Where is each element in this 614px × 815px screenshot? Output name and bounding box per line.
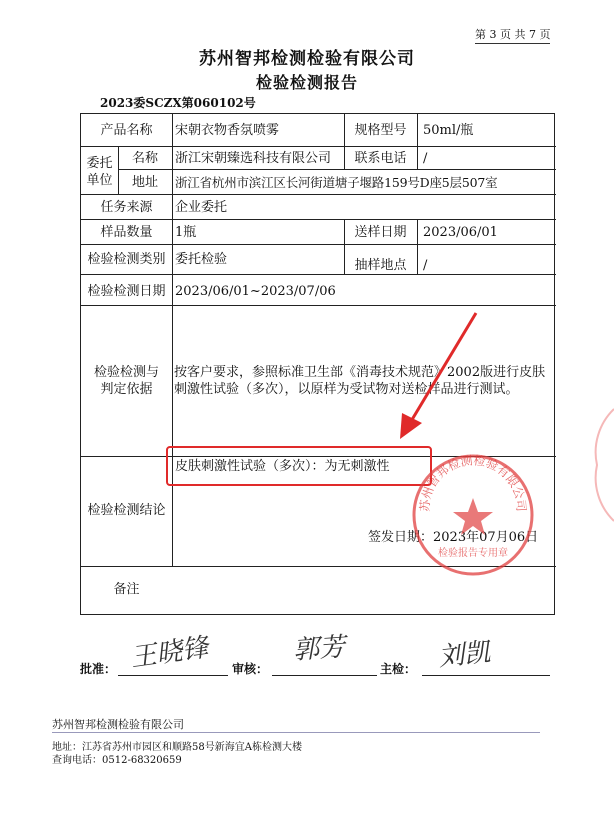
phone-label: 联系电话 [354,151,407,166]
client-name-label: 名称 [131,151,158,166]
basis-label-line1: 检验检测与 [93,365,159,380]
approve-label: 批准： [80,662,117,676]
sample-qty-value: 1瓶 [175,225,197,240]
basis-label-line2: 判定依据 [100,382,153,397]
seal-star-icon [453,498,493,535]
address-label: 地址 [131,175,158,190]
footer-phone: 查询电话：0512-68320659 [52,755,182,766]
task-source-value: 企业委托 [175,200,228,215]
seal-text: 苏州智邦检测检验有限公司 [417,453,529,513]
footer-divider [52,732,540,733]
test-type-label: 检验检测类别 [87,252,166,267]
footer-company: 苏州智邦检测检验有限公司 [52,718,184,731]
approve-signature: 王晓锋 [128,632,211,674]
client-label-line1: 委托 [86,156,113,171]
inspect-signature: 刘凯 [436,637,492,673]
inspect-label: 主检： [380,662,417,676]
sample-place-label: 抽样地点 [354,258,407,273]
address-value: 浙江省杭州市滨江区长河街道塘子堰路159号D座5层507室 [175,175,498,190]
product-name-label: 产品名称 [100,123,153,138]
footer-address: 地址：江苏省苏州市园区和顺路58号新海宜A栋检测大楼 [52,742,302,753]
spec-value: 50ml/瓶 [423,123,474,138]
test-date-label: 检验检测日期 [87,284,166,299]
official-seal [410,452,536,578]
report-number: 2023委SCZX第060102号 [100,96,256,110]
issue-date: 签发日期：2023年07月06日 [368,530,539,545]
phone-value: / [423,151,428,166]
basis-text: 按客户要求，参照标准卫生部《消毒技术规范》2002版进行皮肤刺激性试验（多次），以原样为受试物对送检样品进行测试。 [174,365,546,397]
sample-qty-label: 样品数量 [100,225,153,240]
sample-place-value: / [423,258,428,273]
spec-label: 规格型号 [354,123,407,138]
conclusion-label: 检验检测结论 [87,503,166,518]
company-title: 苏州智邦检测检验有限公司 [199,49,415,69]
send-date-value: 2023/06/01 [423,225,498,240]
report-title: 检验检测报告 [255,73,358,92]
test-date-value: 2023/06/01~2023/07/06 [175,284,336,299]
annotation-arrow-icon [380,305,490,445]
test-type-value: 委托检验 [175,252,228,267]
review-label: 审核： [232,662,269,676]
product-name-value: 宋朝衣物香氛喷雾 [175,123,280,138]
remarks-label: 备注 [113,582,140,597]
conclusion-text: 皮肤刺激性试验（多次）：为无刺激性 [175,459,390,474]
send-date-label: 送样日期 [354,225,407,240]
client-name-value: 浙江宋朝臻选科技有限公司 [175,151,332,166]
client-label-line2: 单位 [86,173,113,188]
page-indicator: 第 3 页 共 7 页 [475,26,550,44]
seal-bottom-text: 检验报告专用章 [438,548,508,559]
task-source-label: 任务来源 [100,200,153,215]
signature-row [80,620,555,680]
review-signature: 郭芳 [292,632,347,666]
highlight-box [166,446,432,486]
partial-seal-fragment [593,405,614,525]
